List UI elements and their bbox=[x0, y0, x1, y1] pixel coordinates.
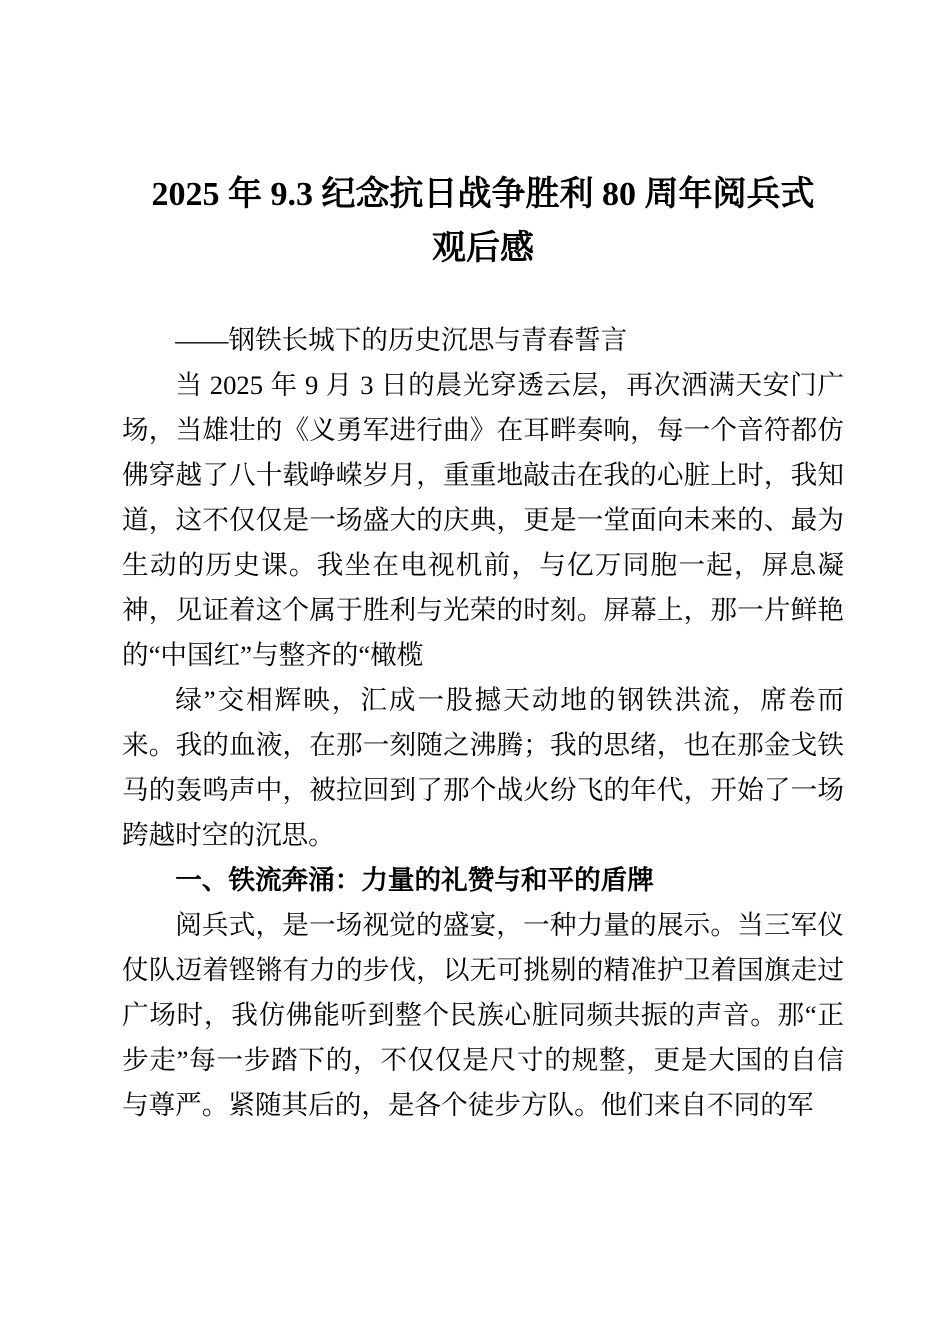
paragraph-1: 当 2025 年 9 月 3 日的晨光穿透云层，再次洒满天安门广场，当雄壮的《义勇军进行曲》在耳畔奏响，每一个音符都仿佛穿越了八十载峥嵘岁月，重重地敲击在我的心脏上时，我知道，这不仅仅是一场盛大的庆典，更是一堂面向未来的、最为生动的历史课。我坐在电视机前，与亿万同胞一起，屏息凝神，见证着这个属于胜利与光荣的时刻。屏幕上，那一片鲜艳的“中国红”与整齐的“橄榄 bbox=[122, 370, 844, 670]
paragraph-3: 阅兵式，是一场视觉的盛宴，一种力量的展示。当三军仪仗队迈着铿锵有力的步伐，以无可挑剔的精准护卫着国旗走过广场时，我仿佛能听到整个民族心脏同频共振的声音。那“正步走”每一步踏下的，不仅仅是尺寸的规整，更是大国的自信与尊严。紧随其后的，是各个徒步方队。他们来自不同的军 bbox=[122, 910, 844, 1120]
document-title-line-1: 2025 年 9.3 纪念抗日战争胜利 80 周年阅兵式 bbox=[151, 176, 815, 213]
document-body bbox=[122, 318, 844, 1128]
document-title-line-2: 观后感 bbox=[432, 230, 534, 267]
document-title bbox=[122, 168, 844, 276]
paragraph-2: 绿”交相辉映，汇成一股撼天动地的钢铁洪流，席卷而来。我的血液，在那一刻随之沸腾；我的思绪，也在那金戈铁马的轰鸣声中，被拉回到了那个战火纷飞的年代，开始了一场跨越时空的沉思。 bbox=[122, 685, 844, 850]
document-subtitle: ——钢铁长城下的历史沉思与青春誓言 bbox=[175, 325, 628, 355]
section-heading-1: 一、铁流奔涌：力量的礼赞与和平的盾牌 bbox=[175, 865, 654, 895]
